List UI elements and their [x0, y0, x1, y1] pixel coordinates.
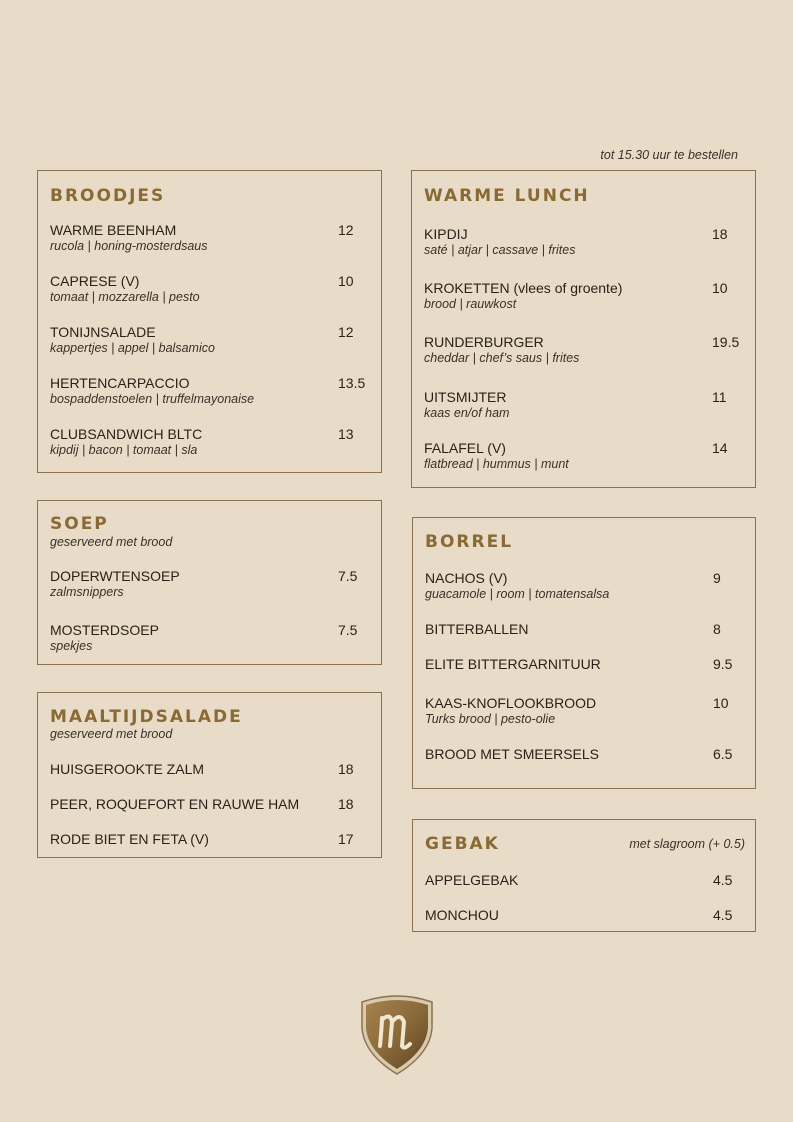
- m-crest-logo-icon: [358, 994, 436, 1076]
- menu-item: KAAS-KNOFLOOKBROOD Turks brood | pesto-olie 10: [425, 695, 729, 726]
- menu-item: APPELGEBAK 4.5: [425, 872, 733, 888]
- item-price: 12: [338, 324, 354, 340]
- item-price: 8: [713, 621, 721, 637]
- item-price: 10: [713, 695, 729, 711]
- section-title: SOEP: [50, 514, 109, 534]
- section-title: GEBAK: [425, 834, 500, 854]
- item-price: 14: [712, 440, 728, 456]
- item-price: 13: [338, 426, 354, 442]
- menu-item: CLUBSANDWICH BLTC kipdij | bacon | tomaat | sla 13: [50, 426, 354, 457]
- item-price: 18: [338, 761, 354, 777]
- item-price: 10: [338, 273, 354, 289]
- menu-item: CAPRESE (V) tomaat | mozzarella | pesto 10: [50, 273, 354, 304]
- item-price: 18: [712, 226, 728, 242]
- item-price: 7.5: [338, 568, 358, 584]
- menu-item: RUNDERBURGER cheddar | chef’s saus | frites 19.5: [424, 334, 740, 365]
- menu-item: WARME BEENHAM rucola | honing-mosterdsaus 12: [50, 222, 354, 253]
- item-price: 6.5: [713, 746, 733, 762]
- item-price: 4.5: [713, 907, 733, 923]
- menu-item: BROOD MET SMEERSELS 6.5: [425, 746, 733, 762]
- menu-item: RODE BIET EN FETA (V) 17: [50, 831, 354, 847]
- item-price: 9: [713, 570, 721, 586]
- menu-item: MOSTERDSOEP spekjes 7.5: [50, 622, 358, 653]
- menu-item: FALAFEL (V) flatbread | hummus | munt 14: [424, 440, 728, 471]
- menu-item: KIPDIJ saté | atjar | cassave | frites 18: [424, 226, 728, 257]
- order-time-note: tot 15.30 uur te bestellen: [600, 148, 738, 162]
- menu-item: KROKETTEN (vlees of groente) brood | rauwkost 10: [424, 280, 728, 311]
- menu-item: PEER, ROQUEFORT EN RAUWE HAM 18: [50, 796, 354, 812]
- menu-item: ELITE BITTERGARNITUUR 9.5: [425, 656, 733, 672]
- section-title: BROODJES: [50, 186, 166, 206]
- item-price: 7.5: [338, 622, 358, 638]
- item-price: 12: [338, 222, 354, 238]
- item-price: 4.5: [713, 872, 733, 888]
- menu-item: BITTERBALLEN 8: [425, 621, 721, 637]
- section-soep: [37, 500, 382, 665]
- section-borrel: [412, 517, 756, 789]
- section-title: WARME LUNCH: [424, 186, 590, 206]
- menu-item: UITSMIJTER kaas en/of ham 11: [424, 389, 727, 420]
- section-title: BORREL: [425, 532, 514, 552]
- item-price: 9.5: [713, 656, 733, 672]
- section-subtitle: geserveerd met brood: [50, 535, 173, 549]
- item-price: 10: [712, 280, 728, 296]
- item-price: 13.5: [338, 375, 366, 391]
- menu-item: DOPERWTENSOEP zalmsnippers 7.5: [50, 568, 358, 599]
- item-price: 19.5: [712, 334, 740, 350]
- menu-item: TONIJNSALADE kappertjes | appel | balsamico 12: [50, 324, 354, 355]
- section-title: MAALTIJDSALADE: [50, 707, 243, 727]
- menu-item: MONCHOU 4.5: [425, 907, 733, 923]
- section-broodjes: [37, 170, 382, 473]
- item-price: 17: [338, 831, 354, 847]
- menu-item: HERTENCARPACCIO bospaddenstoelen | truffelmayonaise 13.5: [50, 375, 366, 406]
- section-gebak: [412, 819, 756, 932]
- item-price: 18: [338, 796, 354, 812]
- section-maaltijdsalade: [37, 692, 382, 858]
- menu-item: HUISGEROOKTE ZALM 18: [50, 761, 354, 777]
- section-warme-lunch: [411, 170, 756, 488]
- item-price: 11: [712, 389, 727, 405]
- menu-item: NACHOS (V) guacamole | room | tomatensalsa 9: [425, 570, 721, 601]
- section-subtitle: geserveerd met brood: [50, 727, 173, 741]
- gebak-note: met slagroom (+ 0.5): [629, 837, 745, 851]
